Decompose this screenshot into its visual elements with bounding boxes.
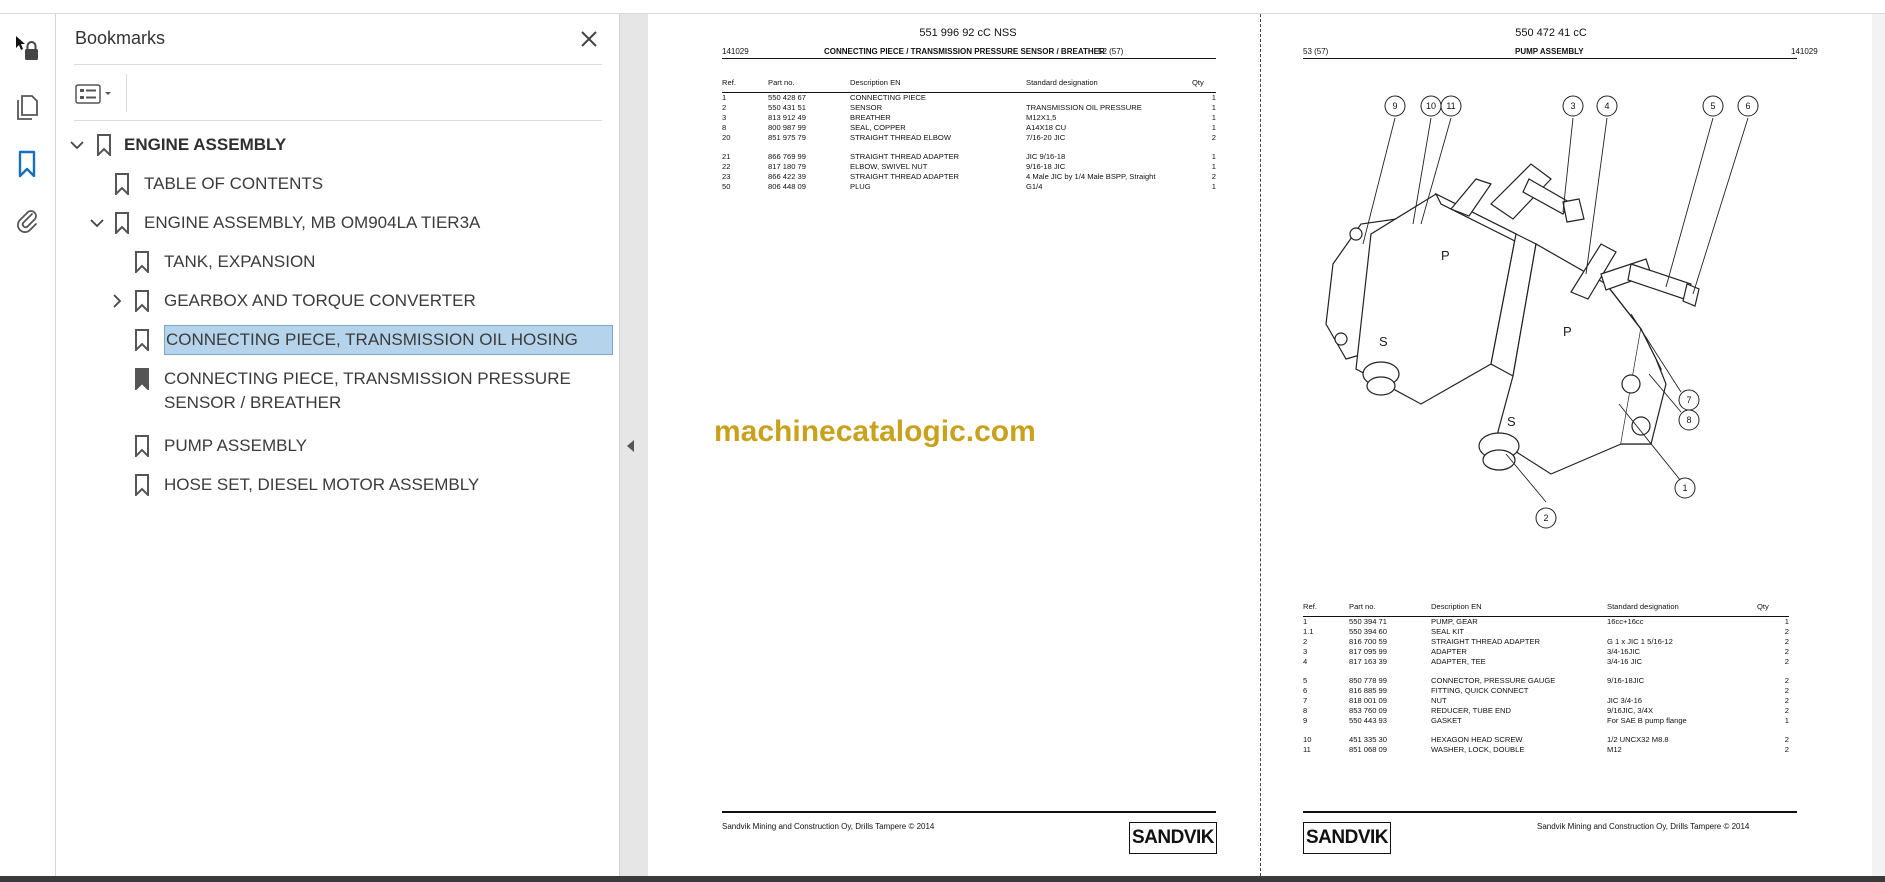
cell-std: 4 Male JIC by 1/4 Male BSPP, Straight — [1026, 171, 1156, 181]
bookmark-gearbox[interactable]: GEARBOX AND TORQUE CONVERTER — [164, 291, 476, 310]
cell-part: 550 394 71 — [1349, 616, 1388, 626]
sandvik-logo: SANDVIK — [1303, 822, 1391, 854]
chevron-down-icon[interactable] — [88, 214, 106, 232]
callout-label: 6 — [1745, 101, 1751, 111]
cell-ref: 23 — [722, 171, 731, 181]
cell-part: 550 428 67 — [768, 92, 807, 102]
bookmark-icon — [114, 212, 130, 234]
pump-assembly-diagram — [1301, 84, 1781, 554]
cell-ref: 7 — [1303, 695, 1308, 705]
page-number: 53 (57) — [1303, 47, 1329, 56]
cell-part: 813 912 49 — [768, 112, 807, 122]
lock-icon[interactable] — [12, 34, 42, 64]
callout-label: 10 — [1425, 101, 1437, 111]
cell-std: JIC 3/4-16 — [1607, 695, 1643, 705]
cell-std: 3/4-16JIC — [1607, 646, 1640, 656]
cell-qty: 2 — [1784, 734, 1789, 744]
cell-desc: CONNECTOR, PRESSURE GAUGE — [1431, 675, 1556, 685]
page-title: PUMP ASSEMBLY — [1515, 47, 1584, 56]
watermark-text: machinecatalogic.com — [714, 415, 1036, 448]
table-row — [1303, 706, 1789, 716]
cell-qty: 1 — [1211, 102, 1216, 112]
cell-qty: 1 — [1211, 151, 1216, 161]
chevron-right-icon[interactable] — [108, 292, 126, 310]
table-row-spacer — [1303, 726, 1789, 735]
table-row — [1303, 657, 1789, 667]
table-header-row — [1303, 602, 1789, 616]
bookmark-icon — [114, 173, 130, 195]
cell-qty: 1 — [1211, 92, 1216, 102]
cell-part: 818 001 09 — [1349, 695, 1388, 705]
divider — [74, 120, 602, 121]
divider — [74, 64, 602, 65]
table-row — [1303, 637, 1789, 647]
column-header-ref: Ref. — [722, 78, 768, 92]
column-header-qty: Qty — [1192, 78, 1216, 92]
cell-qty: 2 — [1784, 675, 1789, 685]
cell-ref: 1 — [722, 92, 727, 102]
spacer-cell — [722, 143, 1216, 152]
cell-desc: ADAPTER — [1431, 646, 1467, 656]
cell-ref: 10 — [1303, 734, 1312, 744]
cell-qty: 1 — [1784, 715, 1789, 725]
cell-std: 3/4-16 JIC — [1607, 656, 1643, 666]
bookmark-pump-assembly[interactable]: PUMP ASSEMBLY — [164, 436, 307, 455]
footer-rule — [1303, 811, 1797, 813]
spacer-cell — [1303, 726, 1789, 735]
cell-desc: WASHER, LOCK, DOUBLE — [1431, 744, 1525, 754]
bookmark-label-line-1: CONNECTING PIECE, TRANSMISSION PRESSURE — [164, 369, 571, 388]
cell-std: G 1 x JIC 1 5/16-12 — [1607, 636, 1673, 646]
callout-label: 1 — [1682, 483, 1688, 493]
cell-std: 9/16JIC, 3/4X — [1607, 705, 1654, 715]
cell-part: 451 335 30 — [1349, 734, 1388, 744]
cell-ref: 1 — [1303, 616, 1308, 626]
bookmark-icon[interactable] — [12, 149, 42, 179]
cell-ref: 6 — [1303, 685, 1308, 695]
table-row — [1303, 696, 1789, 706]
cell-ref: 22 — [722, 161, 731, 171]
navigation-rail — [0, 14, 56, 876]
table-row-spacer — [1303, 667, 1789, 676]
attachment-icon[interactable] — [12, 204, 42, 234]
bookmark-icon — [134, 435, 150, 457]
bookmark-label-line-2: SENSOR / BREATHER — [164, 393, 342, 412]
cell-qty: 2 — [1784, 685, 1789, 695]
cell-std — [1607, 686, 1757, 696]
callout-label: 8 — [1686, 415, 1692, 425]
cell-qty: 2 — [1784, 636, 1789, 646]
bookmarks-panel — [56, 14, 620, 876]
cell-part: 800 987 99 — [768, 122, 807, 132]
bookmark-table-of-contents[interactable]: TABLE OF CONTENTS — [144, 174, 324, 193]
column-header-qty: Qty — [1757, 602, 1789, 616]
page-model-number: 551 996 92 cC NSS — [919, 27, 1017, 39]
cell-part: 817 095 99 — [1349, 646, 1388, 656]
cell-part: 550 443 93 — [1349, 715, 1388, 725]
column-header-ref: Ref. — [1303, 602, 1349, 616]
callout-label: 2 — [1543, 513, 1549, 523]
chevron-down-icon[interactable] — [68, 136, 86, 154]
cell-ref: 3 — [1303, 646, 1308, 656]
cell-qty: 2 — [1784, 705, 1789, 715]
cell-part: 550 431 51 — [768, 102, 807, 112]
cell-std: 9/16-18 JIC — [1026, 161, 1066, 171]
bookmark-engine-assembly[interactable]: ENGINE ASSEMBLY — [124, 135, 287, 154]
cell-part: 816 885 99 — [1349, 685, 1388, 695]
bookmark-connecting-piece-oil-hosing[interactable]: CONNECTING PIECE, TRANSMISSION OIL HOSING — [164, 325, 613, 355]
cell-desc: STRAIGHT THREAD ADAPTER — [1431, 636, 1541, 646]
toolbar-separator — [126, 74, 127, 112]
bookmark-engine-assembly-mb[interactable]: ENGINE ASSEMBLY, MB OM904LA TIER3A — [144, 213, 481, 232]
table-row — [722, 92, 1216, 103]
cell-desc: HEXAGON HEAD SCREW — [1431, 734, 1523, 744]
bookmark-icon — [134, 474, 150, 496]
page-model-number: 550 472 41 cC — [1515, 27, 1587, 39]
table-row — [722, 182, 1216, 192]
table-row — [722, 172, 1216, 182]
cell-part: 817 180 79 — [768, 161, 807, 171]
table-row — [722, 103, 1216, 113]
callout-label: 3 — [1570, 101, 1576, 111]
header-rule — [722, 58, 1216, 59]
cell-qty: 2 — [1211, 171, 1216, 181]
cell-qty: 2 — [1784, 656, 1789, 666]
cell-std: 7/16-20 JIC — [1026, 132, 1066, 142]
cell-ref: 1.1 — [1303, 626, 1314, 636]
table-header-row — [722, 78, 1216, 92]
table-row — [1303, 735, 1789, 745]
cell-qty: 2 — [1784, 646, 1789, 656]
cell-part: 851 068 09 — [1349, 744, 1388, 754]
page-footer: Sandvik Mining and Construction Oy, Drills Tampere © 2014 — [722, 822, 935, 831]
cell-ref: 8 — [1303, 705, 1308, 715]
cell-desc: FITTING, QUICK CONNECT — [1431, 685, 1529, 695]
pump-label: P — [1441, 248, 1450, 263]
table-row — [1303, 716, 1789, 726]
callout-label: 11 — [1446, 101, 1456, 111]
cell-part: 850 778 99 — [1349, 675, 1388, 685]
table-row — [722, 133, 1216, 143]
panel-title: Bookmarks — [75, 28, 166, 48]
footer-rule — [722, 811, 1216, 813]
cell-desc: STRAIGHT THREAD ADAPTER — [850, 171, 960, 181]
cell-qty: 2 — [1784, 626, 1789, 636]
parts-table — [722, 78, 1216, 192]
cell-desc: ADAPTER, TEE — [1431, 656, 1486, 666]
cell-std: 9/16-18JIC — [1607, 675, 1645, 685]
table-row — [722, 113, 1216, 123]
page-number: 52 (57) — [1098, 47, 1124, 56]
cell-std — [1607, 627, 1757, 637]
collapse-panel-icon[interactable] — [624, 437, 638, 455]
cell-desc: REDUCER, TUBE END — [1431, 705, 1512, 715]
table-row — [1303, 676, 1789, 686]
cell-ref: 50 — [722, 181, 731, 191]
cell-ref: 21 — [722, 151, 731, 161]
column-header-standard: Standard designation — [1026, 78, 1192, 92]
cell-qty: 1 — [1211, 122, 1216, 132]
cell-part: 817 163 39 — [1349, 656, 1388, 666]
cell-qty: 2 — [1211, 132, 1216, 142]
cell-desc: PUMP, GEAR — [1431, 616, 1478, 626]
table-row — [1303, 616, 1789, 627]
bookmark-connecting-piece-pressure-sensor[interactable] — [164, 367, 571, 415]
cell-qty: 2 — [1784, 695, 1789, 705]
callout-label: 7 — [1686, 395, 1692, 405]
top-toolbar-edge — [0, 0, 1885, 14]
cell-desc: PLUG — [850, 181, 871, 191]
cell-part: 816 700 59 — [1349, 636, 1388, 646]
cell-std: 16cc+16cc — [1607, 616, 1644, 626]
parts-table — [1303, 602, 1789, 755]
cell-ref: 3 — [722, 112, 727, 122]
pump-label: S — [1507, 414, 1516, 429]
cell-ref: 5 — [1303, 675, 1308, 685]
options-menu-icon — [75, 84, 115, 104]
cell-desc: SEAL KIT — [1431, 626, 1465, 636]
cell-part: 866 769 99 — [768, 151, 807, 161]
cell-desc: ELBOW, SWIVEL NUT — [850, 161, 928, 171]
bookmark-hose-set[interactable]: HOSE SET, DIESEL MOTOR ASSEMBLY — [164, 475, 480, 494]
cell-std: M12X1,5 — [1026, 112, 1057, 122]
cell-ref: 11 — [1303, 744, 1311, 754]
table-body — [722, 92, 1216, 192]
page-title: CONNECTING PIECE / TRANSMISSION PRESSURE SENSOR / BREATHER — [824, 47, 1105, 56]
cell-ref: 2 — [722, 102, 727, 112]
table-row-spacer — [722, 143, 1216, 152]
document-page-53 — [1260, 14, 1872, 876]
cell-std: 1/2 UNCX32 M8.8 — [1607, 734, 1669, 744]
table-row — [722, 162, 1216, 172]
callout-label: 5 — [1710, 101, 1716, 111]
bookmark-icon — [96, 134, 112, 156]
table-row — [1303, 647, 1789, 657]
column-header-description: Description EN — [850, 78, 1026, 92]
spacer-cell — [1303, 667, 1789, 676]
cell-ref: 9 — [1303, 715, 1308, 725]
cell-ref: 4 — [1303, 656, 1308, 666]
cell-desc: BREATHER — [850, 112, 891, 122]
cell-desc: STRAIGHT THREAD ELBOW — [850, 132, 951, 142]
bottom-edge — [0, 876, 1885, 882]
bookmark-icon — [134, 290, 150, 312]
cell-ref: 20 — [722, 132, 731, 142]
cell-desc: CONNECTING PIECE — [850, 92, 926, 102]
bookmark-icon — [134, 368, 150, 390]
table-row — [722, 152, 1216, 162]
table-row — [1303, 627, 1789, 637]
column-header-part: Part no. — [1349, 602, 1431, 616]
table-row — [722, 123, 1216, 133]
cell-qty: 1 — [1211, 181, 1216, 191]
cell-desc: SEAL, COPPER — [850, 122, 906, 132]
cell-part: 851 975 79 — [768, 132, 807, 142]
sandvik-logo: SANDVIK — [1129, 822, 1217, 854]
column-header-part: Part no. — [768, 78, 850, 92]
cell-qty: 2 — [1784, 744, 1789, 754]
cell-ref: 8 — [722, 122, 727, 132]
cell-part: 550 394 60 — [1349, 626, 1388, 636]
cell-qty: 1 — [1211, 161, 1216, 171]
cell-qty: 1 — [1211, 112, 1216, 122]
cell-std: JIC 9/16-18 — [1026, 151, 1066, 161]
pump-label: P — [1563, 324, 1572, 339]
table-row — [1303, 745, 1789, 755]
cell-part: 853 760 09 — [1349, 705, 1388, 715]
cell-std: G1/4 — [1026, 181, 1043, 191]
bookmark-options-button[interactable] — [75, 80, 119, 108]
table-row — [1303, 686, 1789, 696]
callout-label: 4 — [1604, 101, 1610, 111]
cell-std: A14X18 CU — [1026, 122, 1067, 132]
cell-ref: 2 — [1303, 636, 1308, 646]
bookmark-icon — [134, 251, 150, 273]
cell-desc: STRAIGHT THREAD ADAPTER — [850, 151, 960, 161]
cell-part: 866 422 39 — [768, 171, 807, 181]
callout-label: 9 — [1392, 101, 1398, 111]
page-code: 141029 — [722, 47, 749, 56]
page-code: 141029 — [1791, 47, 1818, 56]
column-header-description: Description EN — [1431, 602, 1607, 616]
cell-std — [1026, 92, 1192, 103]
cell-desc: GASKET — [1431, 715, 1462, 725]
pages-icon[interactable] — [12, 92, 42, 122]
bookmark-icon — [134, 329, 150, 351]
pump-label: S — [1379, 334, 1388, 349]
table-body — [1303, 616, 1789, 755]
header-rule — [1303, 58, 1797, 59]
cell-qty: 1 — [1784, 616, 1789, 626]
close-icon[interactable] — [574, 24, 604, 54]
cell-std: M12 — [1607, 744, 1622, 754]
cell-part: 806 448 09 — [768, 181, 807, 191]
cell-std: For SAE B pump flange — [1607, 715, 1687, 725]
cell-desc: NUT — [1431, 695, 1447, 705]
cell-std: TRANSMISSION OIL PRESSURE — [1026, 102, 1142, 112]
bookmark-tank-expansion[interactable]: TANK, EXPANSION — [164, 252, 316, 271]
page-footer: Sandvik Mining and Construction Oy, Drills Tampere © 2014 — [1537, 822, 1750, 831]
cell-desc: SENSOR — [850, 102, 883, 112]
column-header-standard: Standard designation — [1607, 602, 1757, 616]
